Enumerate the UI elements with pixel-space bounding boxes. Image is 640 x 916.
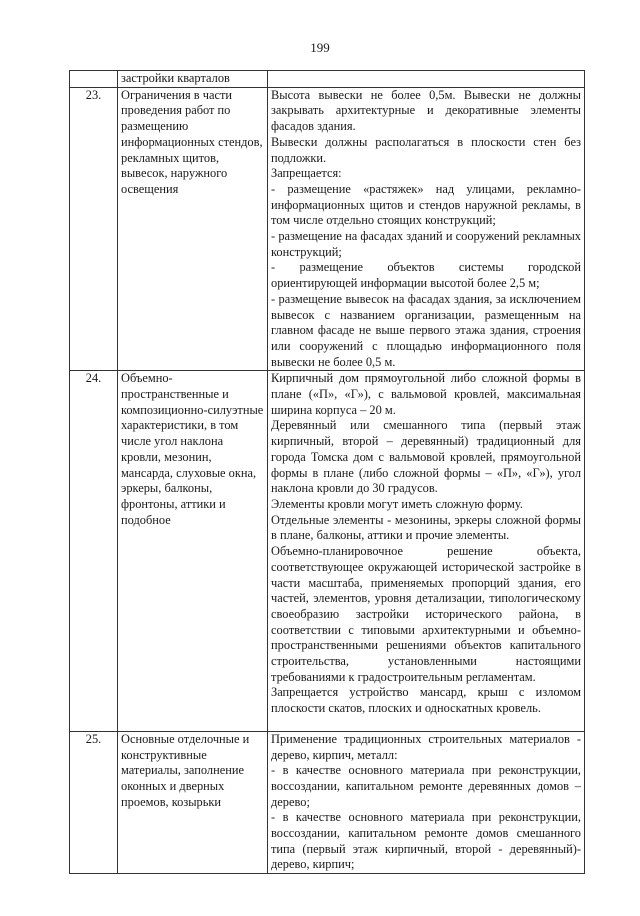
topic-cell: Основные отделочные и конструктивные материалы, заполнение оконных и дверных проемов, козырьки [118,731,268,873]
requirement-paragraph: Объемно-планировочное решение объекта, соответствующее окружающей исторической застройке в части масштаба, применяемых пропорций здания, его частей, элементов, уровня детализации, типологическому своеобразию застройки исторического района, в соответствии с типовыми архитектурными и объемно-пространственными решениями объектов капитального строительства, установленными настоящими требованиями к градостроительным регламентам. [271,544,581,684]
row-number-cell [70,71,118,88]
topic-cell: Объемно-пространственные и композиционно-силуэтные характеристики, в том числе угол наклона кровли, мезонин, мансарда, слуховые окна, эркеры, балконы, фронтоны, аттики и подобное [118,371,268,731]
table-row-carryover [70,71,585,88]
requirement-paragraph: Вывески должны располагаться в плоскости стен без подложки. [271,134,581,165]
regulations-table [69,70,585,874]
table-row-24 [70,371,585,731]
requirement-paragraph: - размещение вывесок на фасадах здания, за исключением вывесок с названием организации, размещенным на главном фасаде не выше первого этажа здания, строения или сооружений с площадью информационного поля вывески не более 0,5 м. [271,291,581,369]
row-number: 25. [70,731,118,873]
requirement-paragraph: - размещение объектов системы городской ориентирующей информации высотой более 2,5 м; [271,260,581,291]
topic-cell: застройки кварталов [118,71,268,88]
requirement-paragraph: - размещение «растяжек» над улицами, рекламно-информационных щитов и стендов наружной рекламы, в том числе отдельно стоящих конструкций; [271,181,581,228]
requirement-paragraph: Элементы кровли могут иметь сложную форму. [271,496,523,511]
requirement-paragraph: - в качестве основного материала при реконструкции, воссоздании, капитальном ремонте домов смешанного типа (первый этаж кирпичный, второй - деревянный)- дерево, кирпич; [271,810,581,872]
requirement-paragraph: - в качестве основного материала при реконструкции, воссоздании, капитальном ремонте деревянных домов – дерево; [271,763,581,809]
requirement-paragraph: Запрещается устройство мансард, крыш с изломом плоскости скатов, плоских и односкатных кровель. [271,685,581,716]
table-row-23 [70,87,585,371]
requirement-paragraph: Кирпичный дом прямоугольной либо сложной формы в плане («П», «Г»), с вальмовой кровлей, максимальная ширина корпуса – 20 м. [271,371,581,417]
row-number: 23. [70,87,118,371]
topic-cell: Ограничения в части проведения работ по размещению информационных стендов, рекламных щитов, вывесок, наружного освещения [118,87,268,371]
requirement-paragraph: Высота вывески не более 0,5м. Вывески не должны закрывать архитектурные и декоративные элементы фасадов здания. [271,87,581,134]
requirement-paragraph: Деревянный или смешанного типа (первый этаж кирпичный, второй – деревянный) традиционный для города Томска дом с вальмовой кровлей, прямоугольной формы в плане (либо сложной формы – «П», «Г»), угол наклона кровли до 30 градусов. [271,418,581,496]
requirement-paragraph: - размещение на фасадах зданий и сооружений рекламных конструкций; [271,229,581,259]
requirement-paragraph: Отдельные элементы - мезонины, эркеры сложной формы в плане, балконы, аттики и прочие элементы. [271,512,581,543]
requirement-paragraph: Применение традиционных строительных материалов - дерево, кирпич, металл: [271,731,581,762]
page-number: 199 [310,40,330,55]
requirements-cell [268,71,585,88]
requirements-cell [268,371,585,731]
requirements-cell [268,731,585,873]
requirements-cell [268,87,585,371]
row-number: 24. [70,371,118,731]
table-row-25 [70,731,585,873]
requirement-paragraph: Запрещается: [271,166,342,181]
